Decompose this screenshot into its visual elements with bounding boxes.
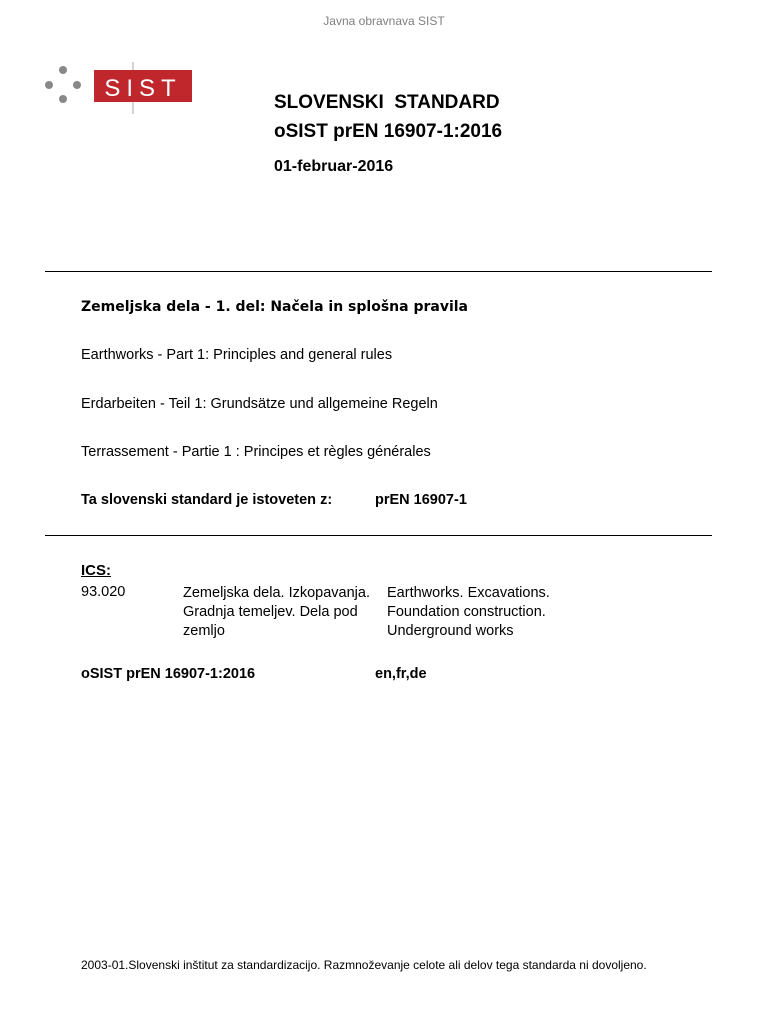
title-french: Terrassement - Partie 1 : Principes et règles générales [81,444,431,460]
document-type: SLOVENSKI STANDARD [274,92,500,113]
ics-en-line: Underground works [387,623,514,639]
ics-description-slovenian [183,584,388,641]
logo-dot [45,81,53,89]
copyright-footer: 2003-01.Slovenski inštitut za standardizacijo. Razmnoževanje celote ali delov tega standarda ni dovoljeno. [81,958,647,972]
ics-code: 93.020 [81,584,126,600]
top-divider [45,271,712,272]
ics-sl-line: Zemeljska dela. Izkopavanja. [183,585,370,601]
logo-dot [59,66,67,74]
header-note: Javna obravnava SIST [323,14,445,28]
document-date: 01-februar-2016 [274,158,394,175]
logo-text: SIST [104,75,182,102]
identical-value: prEN 16907-1 [375,492,467,508]
document-code: oSIST prEN 16907-1:2016 [274,121,503,142]
ics-description-english [387,584,587,641]
ics-en-line: Earthworks. Excavations. [387,585,550,601]
ics-sl-line: zemljo [183,623,225,639]
title-german: Erdarbeiten - Teil 1: Grundsätze und allgemeine Regeln [81,396,438,412]
logo-dot [73,81,81,89]
middle-divider [45,535,712,536]
document-languages: en,fr,de [375,666,427,682]
bottom-document-code: oSIST prEN 16907-1:2016 [81,666,256,682]
title-slovenian: Zemeljska dela - 1. del: Načela in splošna pravila [81,299,468,315]
ics-sl-line: Gradnja temeljev. Dela pod [183,604,358,620]
title-english: Earthworks - Part 1: Principles and general rules [81,347,393,363]
sist-logo-graphic [44,62,194,118]
logo-dot [59,95,67,103]
identical-label: Ta slovenski standard je istoveten z: [81,492,333,508]
ics-en-line: Foundation construction. [387,604,546,620]
ics-label: ICS: [81,562,111,579]
sist-logo [44,62,194,118]
